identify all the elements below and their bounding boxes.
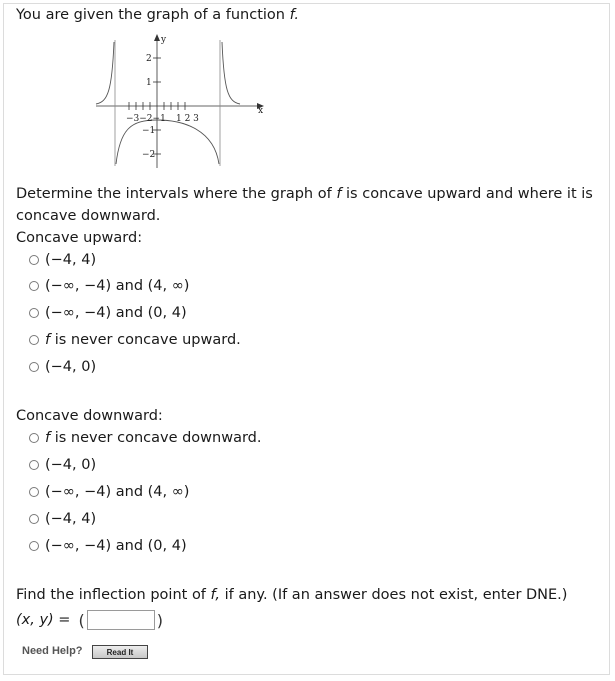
coordinate-label: (x, y) = (16, 612, 71, 628)
radio-button[interactable] (29, 433, 39, 443)
radio-button[interactable] (29, 487, 39, 497)
open-paren: ( (78, 610, 85, 630)
concave-up-option-4[interactable]: f is never concave upward. (29, 330, 241, 350)
concave-up-option-1[interactable]: (−4, 4) (29, 250, 96, 270)
inflection-answer-row (16, 610, 163, 630)
concave-down-option-2[interactable]: (−4, 0) (29, 455, 96, 475)
y-axis-label: y (161, 35, 167, 45)
concave-down-option-5[interactable]: (−∞, −4) and (0, 4) (29, 536, 187, 556)
concave-up-option-5[interactable]: (−4, 0) (29, 357, 96, 377)
radio-button[interactable] (29, 255, 39, 265)
need-help-label: Need Help? (22, 645, 83, 657)
y-tick-label: 2 (146, 54, 152, 64)
inflection-prompt: Find the inflection point of f, if any. (If an answer does not exist, enter DNE.) (16, 587, 568, 603)
y-tick-label: −2 (142, 150, 156, 160)
x-axis-label: x (258, 106, 264, 116)
determine-instruction: Determine the intervals where the graph of f is concave upward and where it is (16, 186, 593, 202)
concave-downward-label: Concave downward: (16, 408, 163, 424)
determine-instruction-line2: concave downward. (16, 208, 161, 224)
concave-down-option-1[interactable]: f is never concave downward. (29, 428, 262, 448)
concave-upward-label: Concave upward: (16, 230, 143, 246)
concave-up-option-2[interactable]: (−∞, −4) and (4, ∞) (29, 276, 189, 296)
close-paren: ) (156, 610, 163, 630)
radio-button[interactable] (29, 335, 39, 345)
inflection-point-input[interactable] (87, 610, 155, 630)
y-tick-label: 1 (146, 78, 152, 88)
radio-button[interactable] (29, 308, 39, 318)
question-intro: You are given the graph of a function f. (16, 7, 300, 23)
x-tick-labels-negative: −3−2−1 (126, 114, 166, 124)
y-tick-label: −1 (142, 126, 156, 136)
radio-button[interactable] (29, 362, 39, 372)
radio-button[interactable] (29, 460, 39, 470)
concave-down-option-3[interactable]: (−∞, −4) and (4, ∞) (29, 482, 189, 502)
radio-button[interactable] (29, 541, 39, 551)
read-it-button[interactable]: Read It (92, 645, 148, 659)
x-tick-labels-positive: 1 2 3 (176, 114, 199, 124)
concave-up-option-3[interactable]: (−∞, −4) and (0, 4) (29, 303, 187, 323)
function-graph (90, 30, 270, 170)
radio-button[interactable] (29, 514, 39, 524)
concave-down-option-4[interactable]: (−4, 4) (29, 509, 96, 529)
radio-button[interactable] (29, 281, 39, 291)
